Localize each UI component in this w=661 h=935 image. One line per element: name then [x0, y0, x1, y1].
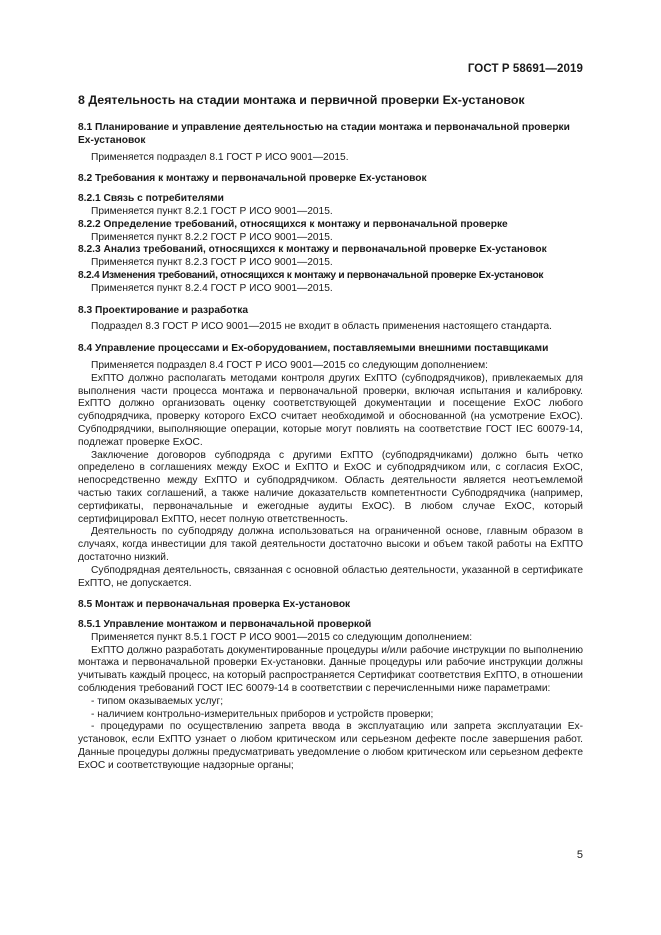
section-8-4-para-2: ExПТО должно располагать методами контроля других ExПТО (субподрядчиков), привлекаемых для выполнения части процесса монтажа и первоначальной проверки, включая испытания и калибровку. ExПТО должно организовать оценку соответствующей документации и посещение ExOC любого субподрядчика, проверку которого ExCO считает необходимой и обоснованной (на усмотрение ExOC). Субподрядчики, выполняющие операции, которые могут повлиять на соответствие ГОСТ IEC 60079-14, подлежат проверке ExOC. — [78, 372, 583, 448]
section-8-2-3-title: 8.2.3 Анализ требований, относящихся к монтажу и первоначальной проверке Ex-установок — [78, 244, 547, 256]
section-8-2-1-text: Применяется пункт 8.2.1 ГОСТ Р ИСО 9001—2015. — [91, 205, 333, 217]
section-8-4-para-4: Деятельность по субподряду должна использоваться на ограниченной основе, главным образом в случаях, когда инвестиции для такой деятельности достаточно высоки и объем такой работы на ExПТО достаточно низкий. — [78, 526, 583, 563]
section-8-2-2-title: 8.2.2 Определение требований, относящихся к монтажу и первоначальной проверке — [78, 218, 508, 230]
section-8-5-1-para-1: Применяется пункт 8.5.1 ГОСТ Р ИСО 9001—2015 со следующим дополнением: — [91, 631, 473, 643]
section-8-2-4-text: Применяется пункт 8.2.4 ГОСТ Р ИСО 9001—2015. — [91, 282, 333, 294]
section-8-4-para-1: Применяется подраздел 8.4 ГОСТ Р ИСО 9001—2015 со следующим дополнением: — [91, 359, 488, 371]
section-8-4-para-5: Субподрядная деятельность, связанная с основной областью деятельности, указанной в сертификате ExПТО, не допускается. — [78, 564, 583, 589]
section-8-2-2-text: Применяется пункт 8.2.2 ГОСТ Р ИСО 9001—2015. — [91, 231, 333, 243]
page-content — [78, 93, 583, 773]
section-8-2-4-title: 8.2.4 Изменения требований, относящихся к монтажу и первоначальной проверке Ex-установок — [78, 269, 544, 281]
section-8-4-para-3: Заключение договоров субподряда с другими ExПТО (субподрядчиками) должно быть четко определено в соглашениях между ExOC и ExПТО и ExOC и субподрядчиком или, с согласия ExOC, непосредственно между ExПТО и субподрядчиком. Область деятельности является неотъемлемой частью таких соглашений, а также наличие доказательств компетентности Субподрядчика (например, сертификаты, первоначальные и ежегодные аудиты ExOC). В любом случае ExOC, который сертифицировал ExПТО, несет полную ответственность. — [78, 449, 583, 525]
section-8-1-title: 8.1 Планирование и управление деятельностью на стадии монтажа и первоначальной проверки Ex-установок — [78, 122, 570, 146]
list-item: - процедурами по осуществлению запрета ввода в эксплуатацию или запрета эксплуатации Ex-установок, если ExПТО узнает о любом критическом или серьезном дефекте после завершения работ. Данные процедуры должны предусматривать уведомление о любом критическом или серьезном дефекте ExOC и соответствующие надзорные органы; — [78, 721, 583, 771]
section-8-3-text: Подраздел 8.3 ГОСТ Р ИСО 9001—2015 не входит в область применения настоящего стандарта. — [91, 321, 552, 333]
section-8-4-title: 8.4 Управление процессами и Ex-оборудованием, поставляемыми внешними поставщиками — [78, 343, 549, 355]
section-8-2-3-text: Применяется пункт 8.2.3 ГОСТ Р ИСО 9001—2015. — [91, 257, 333, 269]
section-8-5-1-title: 8.5.1 Управление монтажом и первоначальной проверкой — [78, 619, 372, 631]
section-8-5-1-para-2: ExПТО должно разработать документированные процедуры и/или рабочие инструкции по выполнению монтажа и первоначальной проверки Ex-установки. Данные процедуры или рабочие инструкции должны учитывать каждый процесс, на который распространяется Сертификат соответствия ExПТО, в отношении соблюдения требований ГОСТ IEC 60079-14 в соответствии с перечисленными ниже параметрами: — [78, 644, 583, 695]
standard-number: ГОСТ Р 58691—2019 — [467, 63, 583, 75]
section-8-5-title: 8.5 Монтаж и первоначальная проверка Ex-установок — [78, 599, 351, 611]
list-item: - типом оказываемых услуг; — [91, 695, 224, 707]
section-8-1-text: Применяется подраздел 8.1 ГОСТ Р ИСО 9001—2015. — [91, 151, 349, 163]
section-8-3-title: 8.3 Проектирование и разработка — [78, 304, 249, 316]
section-8-2-1-title: 8.2.1 Связь с потребителями — [78, 193, 224, 205]
page-number: 5 — [576, 849, 583, 861]
section-8-2-title: 8.2 Требования к монтажу и первоначальной проверке Ex-установок — [78, 173, 427, 185]
section-8-title: 8 Деятельность на стадии монтажа и первичной проверки Ex-установок — [78, 93, 525, 107]
list-item: - наличием контрольно-измерительных приборов и устройств проверки; — [91, 708, 434, 720]
